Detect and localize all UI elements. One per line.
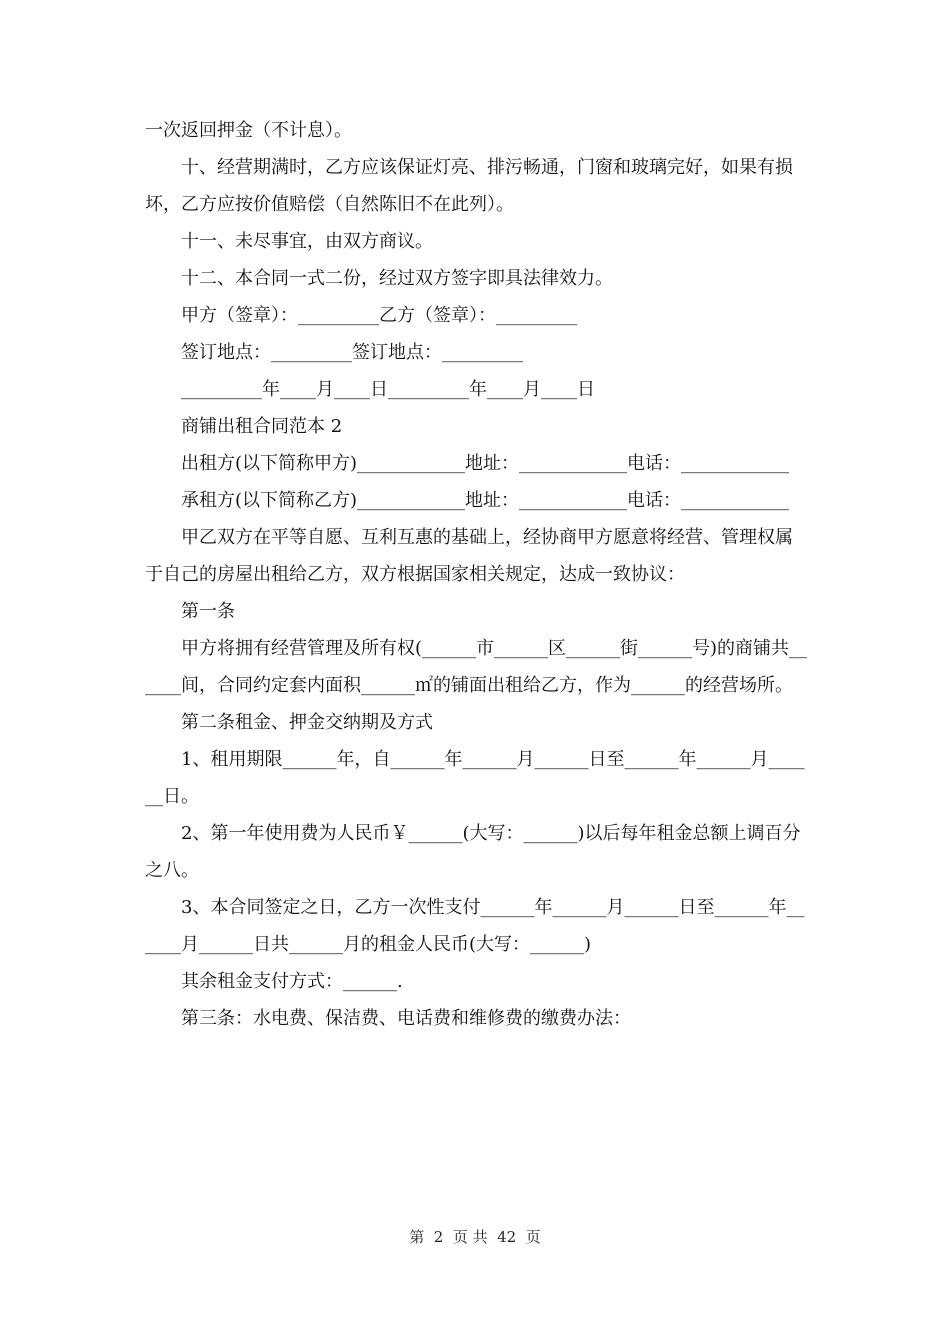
paragraph: 一次返回押金（不计息）。 — [145, 120, 352, 141]
paragraph: 2、第一年使用费为人民币￥______(大写：______)以后每年租金总额上调百分之八。 — [145, 823, 801, 881]
article-heading: 第三条：水电费、保洁费、电话费和维修费的缴费办法： — [181, 1008, 631, 1029]
lessor-line: 出租方(以下简称甲方)____________地址：____________电话：____________ — [181, 453, 790, 474]
signing-place-line: 签订地点：_________签订地点：_________ — [181, 342, 523, 363]
date-line: _________年____月____日_________年____月____日 — [181, 379, 595, 400]
lessee-line: 承租方(以下简称乙方)____________地址：____________电话：____________ — [181, 490, 790, 511]
article-heading: 第一条 — [181, 601, 235, 622]
paragraph: 十一、未尽事宜，由双方商议。 — [181, 231, 433, 252]
paragraph: 3、本合同签定之日，乙方一次性支付______年______月______日至______年______月______日共______月的租金人民币(大写：______) — [145, 897, 805, 955]
page-number-footer: 第 2 页 共 42 页 — [409, 1228, 541, 1246]
document-body — [145, 112, 810, 1037]
paragraph: 十二、本合同一式二份，经过双方签字即具法律效力。 — [181, 268, 613, 289]
paragraph: 甲方将拥有经营管理及所有权(______市______区______街______号)的商铺共______间，合同约定套内面积______㎡的铺面出租给乙方，作为______的经营场所。 — [145, 638, 808, 696]
paragraph: 其余租金支付方式：______. — [181, 971, 403, 992]
paragraph: 1、租用期限______年，自______年______月______日至______年______月______日。 — [145, 749, 805, 807]
paragraph: 甲乙双方在平等自愿、互利互惠的基础上，经协商甲方愿意将经营、管理权属于自己的房屋出租给乙方，双方根据国家相关规定，达成一致协议： — [145, 527, 793, 585]
section-title: 商铺出租合同范本 2 — [181, 416, 343, 437]
article-heading: 第二条租金、押金交纳期及方式 — [181, 712, 433, 733]
paragraph: 十、经营期满时，乙方应该保证灯亮、排污畅通，门窗和玻璃完好，如果有损坏，乙方应按价值赔偿（自然陈旧不在此列）。 — [145, 157, 793, 215]
signature-line: 甲方（签章）：_________乙方（签章）：_________ — [181, 305, 577, 326]
